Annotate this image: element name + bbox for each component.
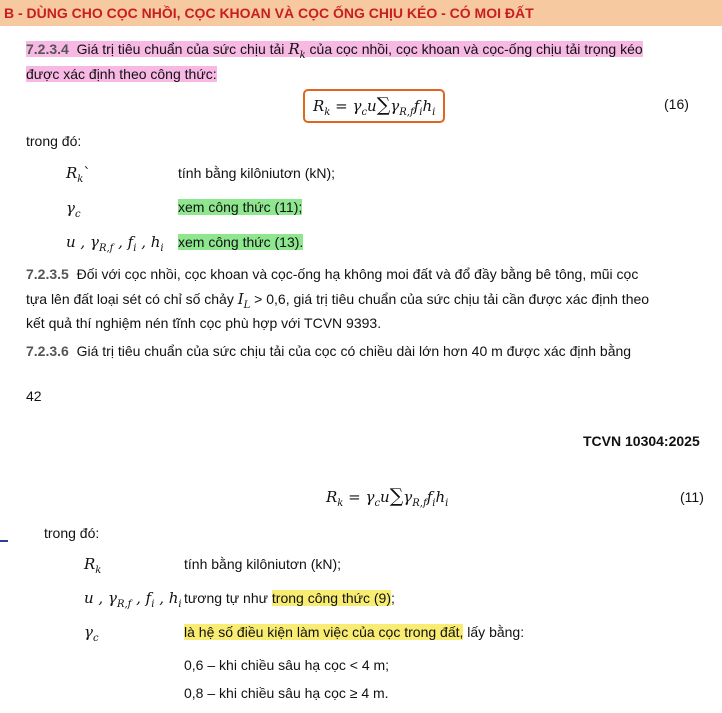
def-rk-symbol-2: $R_k$ xyxy=(84,555,102,576)
def-rk-text-2: tính bằng kilôniutơn (kN); xyxy=(184,556,342,572)
def-gc-symbol-2: $\gamma_c$ xyxy=(84,623,99,644)
formula-11: $R_k = \gamma_cu\sum\gamma_{R,f}f_ih_i$ xyxy=(326,485,449,509)
clause-7235-line2: tựa lên đất loại sét có chỉ số chảy $I_L > 0,6$, giá trị tiêu chuẩn của sức chịu tải cần được xác định theo xyxy=(26,290,650,311)
def-u-symbol-2: u , $\gamma_{R,f}$ , $f_i$ , $h_i$ xyxy=(84,589,182,610)
page-number: 42 xyxy=(26,388,42,404)
def-rk-text: tính bằng kilôniutơn (kN); xyxy=(178,165,336,181)
formula-16: $R_k = \gamma_cu\sum\gamma_{R,f}f_ih_i$ xyxy=(303,89,445,123)
clause-7234-line1: 7.2.3.4 Giá trị tiêu chuẩn của sức chịu tải $R_k$ của cọc nhồi, cọc khoan và cọc-ống chịu tải trọng kéo xyxy=(26,40,643,61)
def-gc-text-2: là hệ số điều kiện làm việc của cọc trong đất, lấy bằng: xyxy=(184,624,525,640)
clause-7235-line3: kết quả thí nghiệm nén tĩnh cọc phù hợp với TCVN 9393. xyxy=(26,315,382,331)
formula-11-number: (11) xyxy=(680,489,704,505)
standard-header: TCVN 10304:2025 xyxy=(583,433,700,449)
formula-16-number: (16) xyxy=(664,96,689,112)
where-label-2: trong đó: xyxy=(44,525,100,541)
def-gc-symbol: $\gamma_c$ xyxy=(66,199,81,220)
clause-7235-line1: 7.2.3.5 Đối với cọc nhồi, cọc khoan và cọc-ống hạ không moi đất và đổ đầy bằng bê tông, mũi cọc xyxy=(26,266,639,282)
def-gc-text: xem công thức (11); xyxy=(178,199,303,215)
case-line-2: 0,8 – khi chiều sâu hạ cọc ≥ 4 m. xyxy=(184,685,389,701)
clause-number: 7.2.3.4 xyxy=(26,41,69,57)
case-line-1: 0,6 – khi chiều sâu hạ cọc < 4 m; xyxy=(184,657,390,673)
def-rk-symbol: $R_k`$ xyxy=(66,164,91,185)
clause-7236-line1: 7.2.3.6 Giá trị tiêu chuẩn của sức chịu tải của cọc có chiều dài lớn hơn 40 m được xác định bằng xyxy=(26,343,632,359)
def-u-text-2: tương tự như trong công thức (9); xyxy=(184,590,395,606)
where-label: trong đó: xyxy=(26,133,82,149)
section-banner: B - DÙNG CHO CỌC NHỒI, CỌC KHOAN VÀ CỌC ỐNG CHỊU KÉO - CÓ MOI ĐẤT xyxy=(0,0,722,26)
def-u-text: xem công thức (13). xyxy=(178,234,304,250)
margin-marker xyxy=(0,540,8,542)
def-u-symbol: u , $\gamma_{R,f}$ , $f_i$ , $h_i$ xyxy=(66,233,164,254)
clause-7234-line2: được xác định theo công thức: xyxy=(26,66,217,82)
